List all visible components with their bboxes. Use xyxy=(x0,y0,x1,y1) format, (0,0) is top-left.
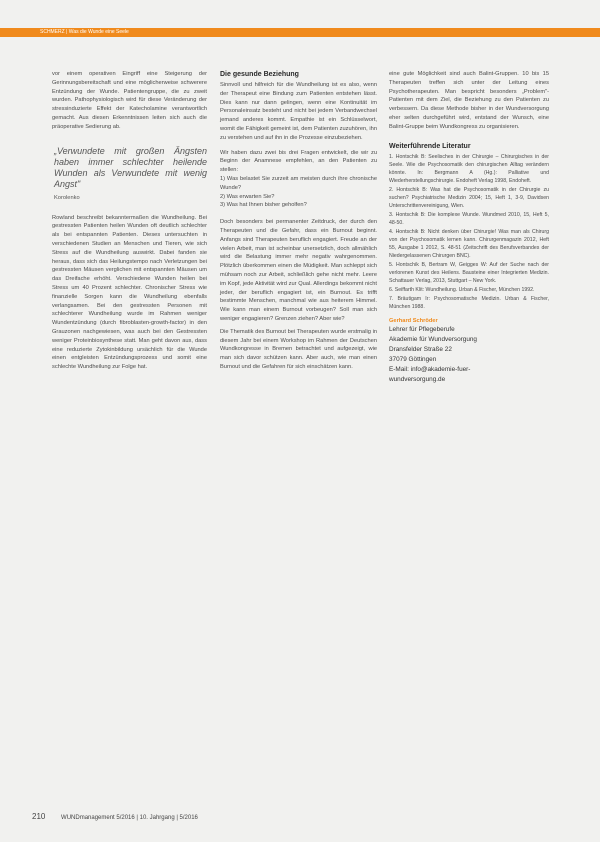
paragraph-1: eine gute Möglichkeit sind auch Balint-Gruppen. 10 bis 15 Therapeuten treffen sich unter der Leitung eines Psychotherapeuten. Man bespricht besonders „Problem"-Patienten mit dem Ziel, die Beziehung zu den Patienten zu verbessern. Da diese Methode bisher in der Wundversorgung eher selten durchgeführt wird, entstand der Wunsch, eine Balint-Gruppe beim Wundkongress zu organisieren. xyxy=(389,71,549,130)
contact-line: 37079 Göttingen xyxy=(389,356,437,364)
column-1 xyxy=(52,70,207,372)
contact-block xyxy=(389,325,549,385)
literature-item: 2. Hontschik B: Was hat die Psychosomatik in der Chirurgie zu suchen? Psychiatrische Medizin 2004; 15, Heft 1, 3-9, Davidsen Unterschrittenvereinigung, Wien. xyxy=(389,186,549,209)
paragraph-4: Die Thematik des Burnout bei Therapeuten wurde erstmalig in diesem Jahr bei einem Workshop im Rahmen der Deutschen Wundkongresse in Bremen betrachtet und aufgezeigt, wie man sich davor schützen kann. Aber auch, wie man einen Burnout und die Gefahren für sich einschätzen kann. xyxy=(220,328,377,370)
question-list xyxy=(220,175,377,210)
literature-item: 7. Bräutigam Ir: Psychosomatische Medizin. Urban & Fischer, München 1988. xyxy=(389,295,549,310)
body-paragraph: Rowland beschreibt bekanntermaßen die Wundheilung. Bei gestressten Patienten heilen Wunden oft deutlich schlechter als bei entspannten Patienten. Dieses untersuchten in verschiedenen Studien an Menschen und Tieren, wie sich Stress auf die Wundheilung auswirkt. Dabei fanden sie heraus, dass sich das Heilungstempo nach Verletzungen bei gestressten Mäusen verglichen mit entspannten Mäusen um das Dreifache erhöht. Verschiedene Wunden heilen bei Stress um 40 Prozent schlechter. Chronischer Stress wie finanzielle Sorgen kann die Wundheilung ebenfalls verlangsamen. Bei den gestressten Personen mit schlechterer Wundheilung wurde im Rahmen weniger Wundentzündung (durch fibroblasten-growth-factor) in den Grauzonen nachgewiesen, was auch bei den Gestressten weniger Proteinbiosynthese statt. Man geht davon aus, dass eine reduzierte Zytokinbildung ursächlich für die Wunde einen entgleisten Entzündungsprozess und somit eine schlechte Wundheilung zur Folge hat. xyxy=(52,214,207,371)
contact-line: Akademie für Wundversorgung xyxy=(389,336,477,344)
question-1: 1) Was belastet Sie zurzeit am meisten durch ihre chronische Wunde? xyxy=(220,175,377,191)
contact-line: Dransfelder Straße 22 xyxy=(389,346,452,354)
quote-author: Korolenko xyxy=(54,194,80,201)
literature-item: 5. Hontschik B, Bertram W, Geigges W: Auf der Suche nach der verlorenen Kunst des Heilens. Bausteine einer Integrierten Medizin. Schattauer Verlag, 2013, Stuttgart – New York. xyxy=(389,261,549,284)
contact-email[interactable]: E-Mail: info@akademie-fuer- xyxy=(389,366,471,374)
literature-item: 6. Seiffarth Klit: Wundheilung. Urban & Fischer, München 1992. xyxy=(389,286,535,293)
contact-name: Gerhard Schröder xyxy=(389,317,438,324)
quote-text: „Verwundete mit großen Ängsten haben immer schlechter heilende Wunden als Verwundete mit wenig Angst" xyxy=(54,145,207,189)
column-3 xyxy=(389,70,549,385)
page-footer xyxy=(32,812,198,821)
section-heading: Die gesunde Beziehung xyxy=(220,71,299,78)
pull-quote xyxy=(52,146,207,204)
question-2: 2) Was erwarten Sie? xyxy=(220,193,275,200)
paragraph-1: Sinnvoll und hilfreich für die Wundheilung ist es also, wenn der Therapeut eine Bindung zum Patienten entstehen lässt. Dies kann nur dann gelingen, wenn eine Kontinuität im Personaleinsatz besteht und nicht bei jedem Verbandwechsel jemand anderes kommt. Empathie ist ein Schlüsselwort, womit die Fähigkeit gemeint ist, dem Patienten zuzuhören, ihn zu verstehen und auf ihn in die Prozesse einzubeziehen. xyxy=(220,82,377,141)
publication-info: WUNDmanagement 5/2016 | 10. Jahrgang | 5/2016 xyxy=(61,815,198,821)
column-2 xyxy=(220,70,377,372)
literature-item: 3. Hontschik B: Die komplexe Wunde. Wundmed 2010, 15, Heft 5, 48-50. xyxy=(389,211,549,226)
contact-email-cont[interactable]: wundversorgung.de xyxy=(389,376,446,384)
literature-item: 1. Hontschik B: Seelisches in der Chirurgie – Chirurgisches in der Seele. Wie die Psychosomatik den chirurgischen Alltag verändern könnte. In: Bergmann A (Hg.): Palliative und Wiederherstellungschirurgie. Endoheft Verlag 1998, Endoheft. xyxy=(389,153,549,184)
contact-line: Lehrer für Pflegeberufe xyxy=(389,326,455,334)
page-number: 210 xyxy=(32,812,46,821)
literature-item: 4. Hontschik B: Nicht denken über Chirurgie! Was man als Chirurg von der Psychosomatik lernen kann. Chirurgenmagazin 2012, Heft 55, Ausgabe 1 2012, S. 48-51 (Zeitschrift des Berufsverbandes der Niedergelassenen Chirurgen BNC). xyxy=(389,228,549,259)
paragraph-2: Wir haben dazu zwei bis drei Fragen entwickelt, die wir zu Beginn der Anamnese empfehlen, an den Patienten zu stellen: xyxy=(220,149,377,174)
question-3: 3) Was hat Ihnen bisher geholfen? xyxy=(220,202,307,209)
literature-heading: Weiterführende Literatur xyxy=(389,142,471,150)
paragraph-3: Doch besonders bei permanenter Zeitdruck, der durch den Therapeuten und die Gefahr, dass ein Burnout beginnt. Anfangs sind Therapeuten beruflich engagiert. Freude an der vielen Arbeit, man ist scheinbar unersetzlich, doch allmählich wird die Belastung immer mehr negativ wahrgenommen. Plötzlich überkommen einen die Müdigkeit. Man schleppt sich mühsam noch zur Arbeit, schließlich gehe nicht mehr. Leere im Kopf, jede Aktivität wird zur Qual. Allerdings bekommt nicht jeder, der beruflich engagiert ist, ein Burnout. Es trifft bestimmte Menschen, manchmal wie aus heiterem Himmel. Wie kann man einem Burnout vorbeugen? Soll man sich weniger engagieren? Grenzen ziehen? Aber wie? xyxy=(220,219,377,322)
literature-list xyxy=(389,153,549,311)
intro-paragraph: vor einem operativen Eingriff eine Steigerung der Gerinnungsbereitschaft und eine möglicherweise schwerere Entzündung der Wunde. Patientengruppe, die zu zweit wurden. Pathophysiologisch wird für diese Veränderung der stressinduzierte Effekt der Katecholamine verantwortlich gemacht. Aus diesen Erkenntnissen leiten sich auch die präoperative Sedierung ab. xyxy=(52,71,207,130)
running-header: SCHMERZ | Was die Wunde eine Seele xyxy=(40,29,129,35)
